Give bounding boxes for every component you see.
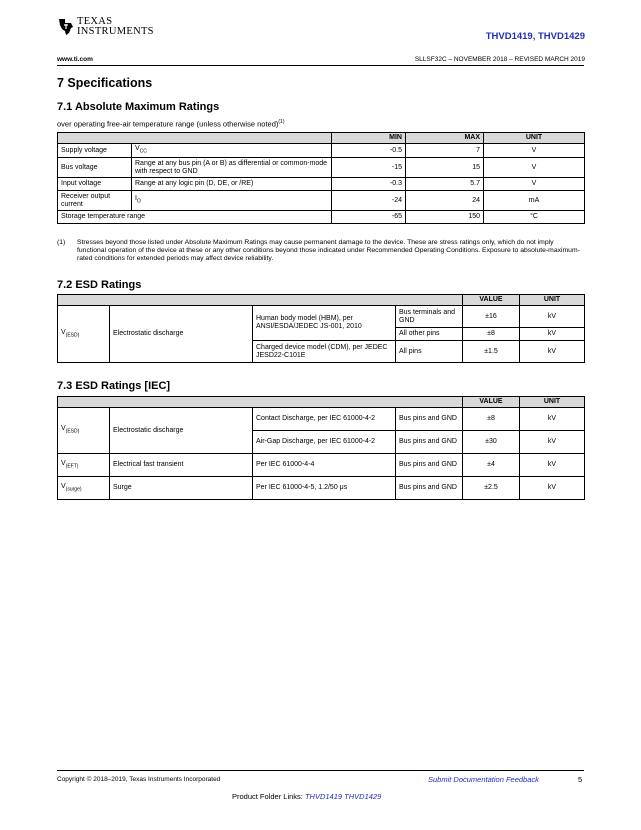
footer-rule xyxy=(57,770,584,771)
iec-value: ±8 xyxy=(463,408,520,431)
texas-state-icon xyxy=(58,18,74,36)
iec-desc: Electrostatic discharge xyxy=(110,408,253,454)
esd-sym xyxy=(58,306,110,363)
table-row xyxy=(58,477,585,500)
esd-header-unit: UNIT xyxy=(520,295,585,306)
amr-sym-text: I xyxy=(135,195,137,203)
amr-unit: V xyxy=(484,144,585,158)
iec-sym-sub: (ESD) xyxy=(65,428,80,435)
iec-sym xyxy=(58,408,110,454)
amr-max: 7 xyxy=(406,144,484,158)
ti-logo xyxy=(58,17,154,37)
amr-sym: Range at any bus pin (A or B) as differential or common-mode with respect to GND xyxy=(132,158,332,178)
esd-pins: Bus terminals and GND xyxy=(396,306,463,328)
esd-desc: Electrostatic discharge xyxy=(110,306,253,363)
esd-unit: kV xyxy=(520,341,585,363)
amr-param: Bus voltage xyxy=(58,158,132,178)
amr-subtitle xyxy=(57,119,285,129)
iec-pins: Bus pins and GND xyxy=(396,408,463,431)
amr-sym: Range at any logic pin (D, DE, or /RE) xyxy=(132,178,332,191)
esd-unit: kV xyxy=(520,306,585,328)
esd-header-blank xyxy=(58,295,463,306)
esd-value: ±1.5 xyxy=(463,341,520,363)
amr-param: Storage temperature range xyxy=(58,211,332,224)
table-row xyxy=(58,408,585,431)
iec-header-unit: UNIT xyxy=(520,397,585,408)
esd-pins: All pins xyxy=(396,341,463,363)
iec-unit: kV xyxy=(520,454,585,477)
amr-header-min: MIN xyxy=(332,133,406,144)
iec-pins: Bus pins and GND xyxy=(396,454,463,477)
product-link-thvd1429[interactable]: THVD1429 xyxy=(344,792,382,801)
amr-min: -65 xyxy=(332,211,406,224)
amr-sym xyxy=(132,191,332,211)
amr-unit: V xyxy=(484,178,585,191)
iec-pins: Bus pins and GND xyxy=(396,477,463,500)
esd-value: ±8 xyxy=(463,328,520,341)
iec-unit: kV xyxy=(520,477,585,500)
amr-min: -0.3 xyxy=(332,178,406,191)
esd-value: ±16 xyxy=(463,306,520,328)
esd-model: Charged device model (CDM), per JEDEC JESD22-C101E xyxy=(253,341,396,363)
esd-unit: kV xyxy=(520,328,585,341)
header-rule xyxy=(57,65,584,66)
product-link-thvd1419[interactable]: THVD1419 xyxy=(304,792,343,801)
table-row xyxy=(58,144,585,158)
amr-header-max: MAX xyxy=(406,133,484,144)
product-folder-label: Product Folder Links: xyxy=(232,792,305,801)
iec-sym-text: V xyxy=(61,459,66,467)
submit-feedback-link[interactable]: Submit Documentation Feedback xyxy=(428,775,539,784)
esd-header-value: VALUE xyxy=(463,295,520,306)
iec-sym xyxy=(58,477,110,500)
esd-header-row xyxy=(58,295,585,306)
logo-line2: INSTRUMENTS xyxy=(77,26,154,37)
table-row xyxy=(58,211,585,224)
iec-header-value: VALUE xyxy=(463,397,520,408)
amr-sym-sub: CC xyxy=(139,148,147,155)
esd-sym-text: V xyxy=(61,328,66,336)
iec-desc: Electrical fast transient xyxy=(110,454,253,477)
amr-subtitle-text: over operating free-air temperature range (unless otherwise noted) xyxy=(57,119,279,129)
website-link[interactable]: www.ti.com xyxy=(57,56,93,63)
iec-desc: Surge xyxy=(110,477,253,500)
amr-subtitle-note: (1) xyxy=(278,119,285,125)
amr-unit: °C xyxy=(484,211,585,224)
amr-param: Receiver output current xyxy=(58,191,132,211)
section-title: 7 Specifications xyxy=(57,76,153,90)
table-row xyxy=(58,306,585,328)
iec-value: ±2.5 xyxy=(463,477,520,500)
amr-max: 5.7 xyxy=(406,178,484,191)
amr-title: 7.1 Absolute Maximum Ratings xyxy=(57,101,220,113)
amr-footnote xyxy=(57,239,582,263)
product-folder-links xyxy=(232,792,381,801)
iec-value: ±4 xyxy=(463,454,520,477)
copyright: Copyright © 2018–2019, Texas Instruments Incorporated xyxy=(57,776,221,783)
table-row xyxy=(58,158,585,178)
iec-header-blank xyxy=(58,397,463,408)
iec-sym-sub: (EFT) xyxy=(65,463,79,470)
esd-title: 7.2 ESD Ratings xyxy=(57,279,142,291)
iec-std: Per IEC 61000-4-5, 1.2/50 μs xyxy=(253,477,396,500)
esd-model: Human body model (HBM), per ANSI/ESDA/JEDEC JS-001, 2010 xyxy=(253,306,396,341)
footnote-text: Stresses beyond those listed under Absolute Maximum Ratings may cause permanent damage to the device. These are stress ratings only, which do not imply functional operation of the device at these or any other conditions beyond those indicated under Recommended Operating Conditions. Exposure to absolute-maximum-rated conditions for extended periods may affect device reliability. xyxy=(77,239,580,262)
iec-unit: kV xyxy=(520,408,585,431)
part-numbers[interactable]: THVD1419, THVD1429 xyxy=(485,31,585,42)
table-row xyxy=(58,454,585,477)
amr-min: -24 xyxy=(332,191,406,211)
esd-table xyxy=(57,294,585,363)
amr-sym xyxy=(132,144,332,158)
doc-id: SLLSF32C – NOVEMBER 2018 – REVISED MARCH 2019 xyxy=(414,56,585,63)
amr-header-unit: UNIT xyxy=(484,133,585,144)
iec-unit: kV xyxy=(520,431,585,454)
iec-value: ±30 xyxy=(463,431,520,454)
amr-table xyxy=(57,132,585,224)
amr-max: 15 xyxy=(406,158,484,178)
amr-param: Input voltage xyxy=(58,178,132,191)
amr-sym-text: V xyxy=(135,145,140,153)
page-number: 5 xyxy=(578,775,583,784)
iec-sym-text: V xyxy=(61,425,66,433)
amr-max: 24 xyxy=(406,191,484,211)
iec-pins: Bus pins and GND xyxy=(396,431,463,454)
amr-max: 150 xyxy=(406,211,484,224)
iec-sym-text: V xyxy=(61,482,66,490)
amr-min: -0.5 xyxy=(332,144,406,158)
iec-header-row xyxy=(58,397,585,408)
iec-table xyxy=(57,396,585,500)
amr-sym-sub: O xyxy=(136,198,141,205)
table-row xyxy=(58,191,585,211)
table-row xyxy=(58,178,585,191)
iec-sym-sub: (surge) xyxy=(65,486,82,493)
amr-unit: V xyxy=(484,158,585,178)
iec-sym xyxy=(58,454,110,477)
esd-sym-sub: (ESD) xyxy=(65,332,80,339)
iec-title: 7.3 ESD Ratings [IEC] xyxy=(57,380,171,392)
amr-header-blank xyxy=(58,133,132,144)
esd-pins: All other pins xyxy=(396,328,463,341)
iec-std: Air-Gap Discharge, per IEC 61000-4-2 xyxy=(253,431,396,454)
amr-unit: mA xyxy=(484,191,585,211)
footnote-number: (1) xyxy=(57,239,66,246)
amr-header-row xyxy=(58,133,585,144)
amr-header-blank2 xyxy=(132,133,332,144)
amr-param: Supply voltage xyxy=(58,144,132,158)
iec-std: Per IEC 61000-4-4 xyxy=(253,454,396,477)
amr-min: -15 xyxy=(332,158,406,178)
logo-line1: TEXAS xyxy=(77,16,113,27)
iec-std: Contact Discharge, per IEC 61000-4-2 xyxy=(253,408,396,431)
ti-logo-text xyxy=(77,17,154,37)
